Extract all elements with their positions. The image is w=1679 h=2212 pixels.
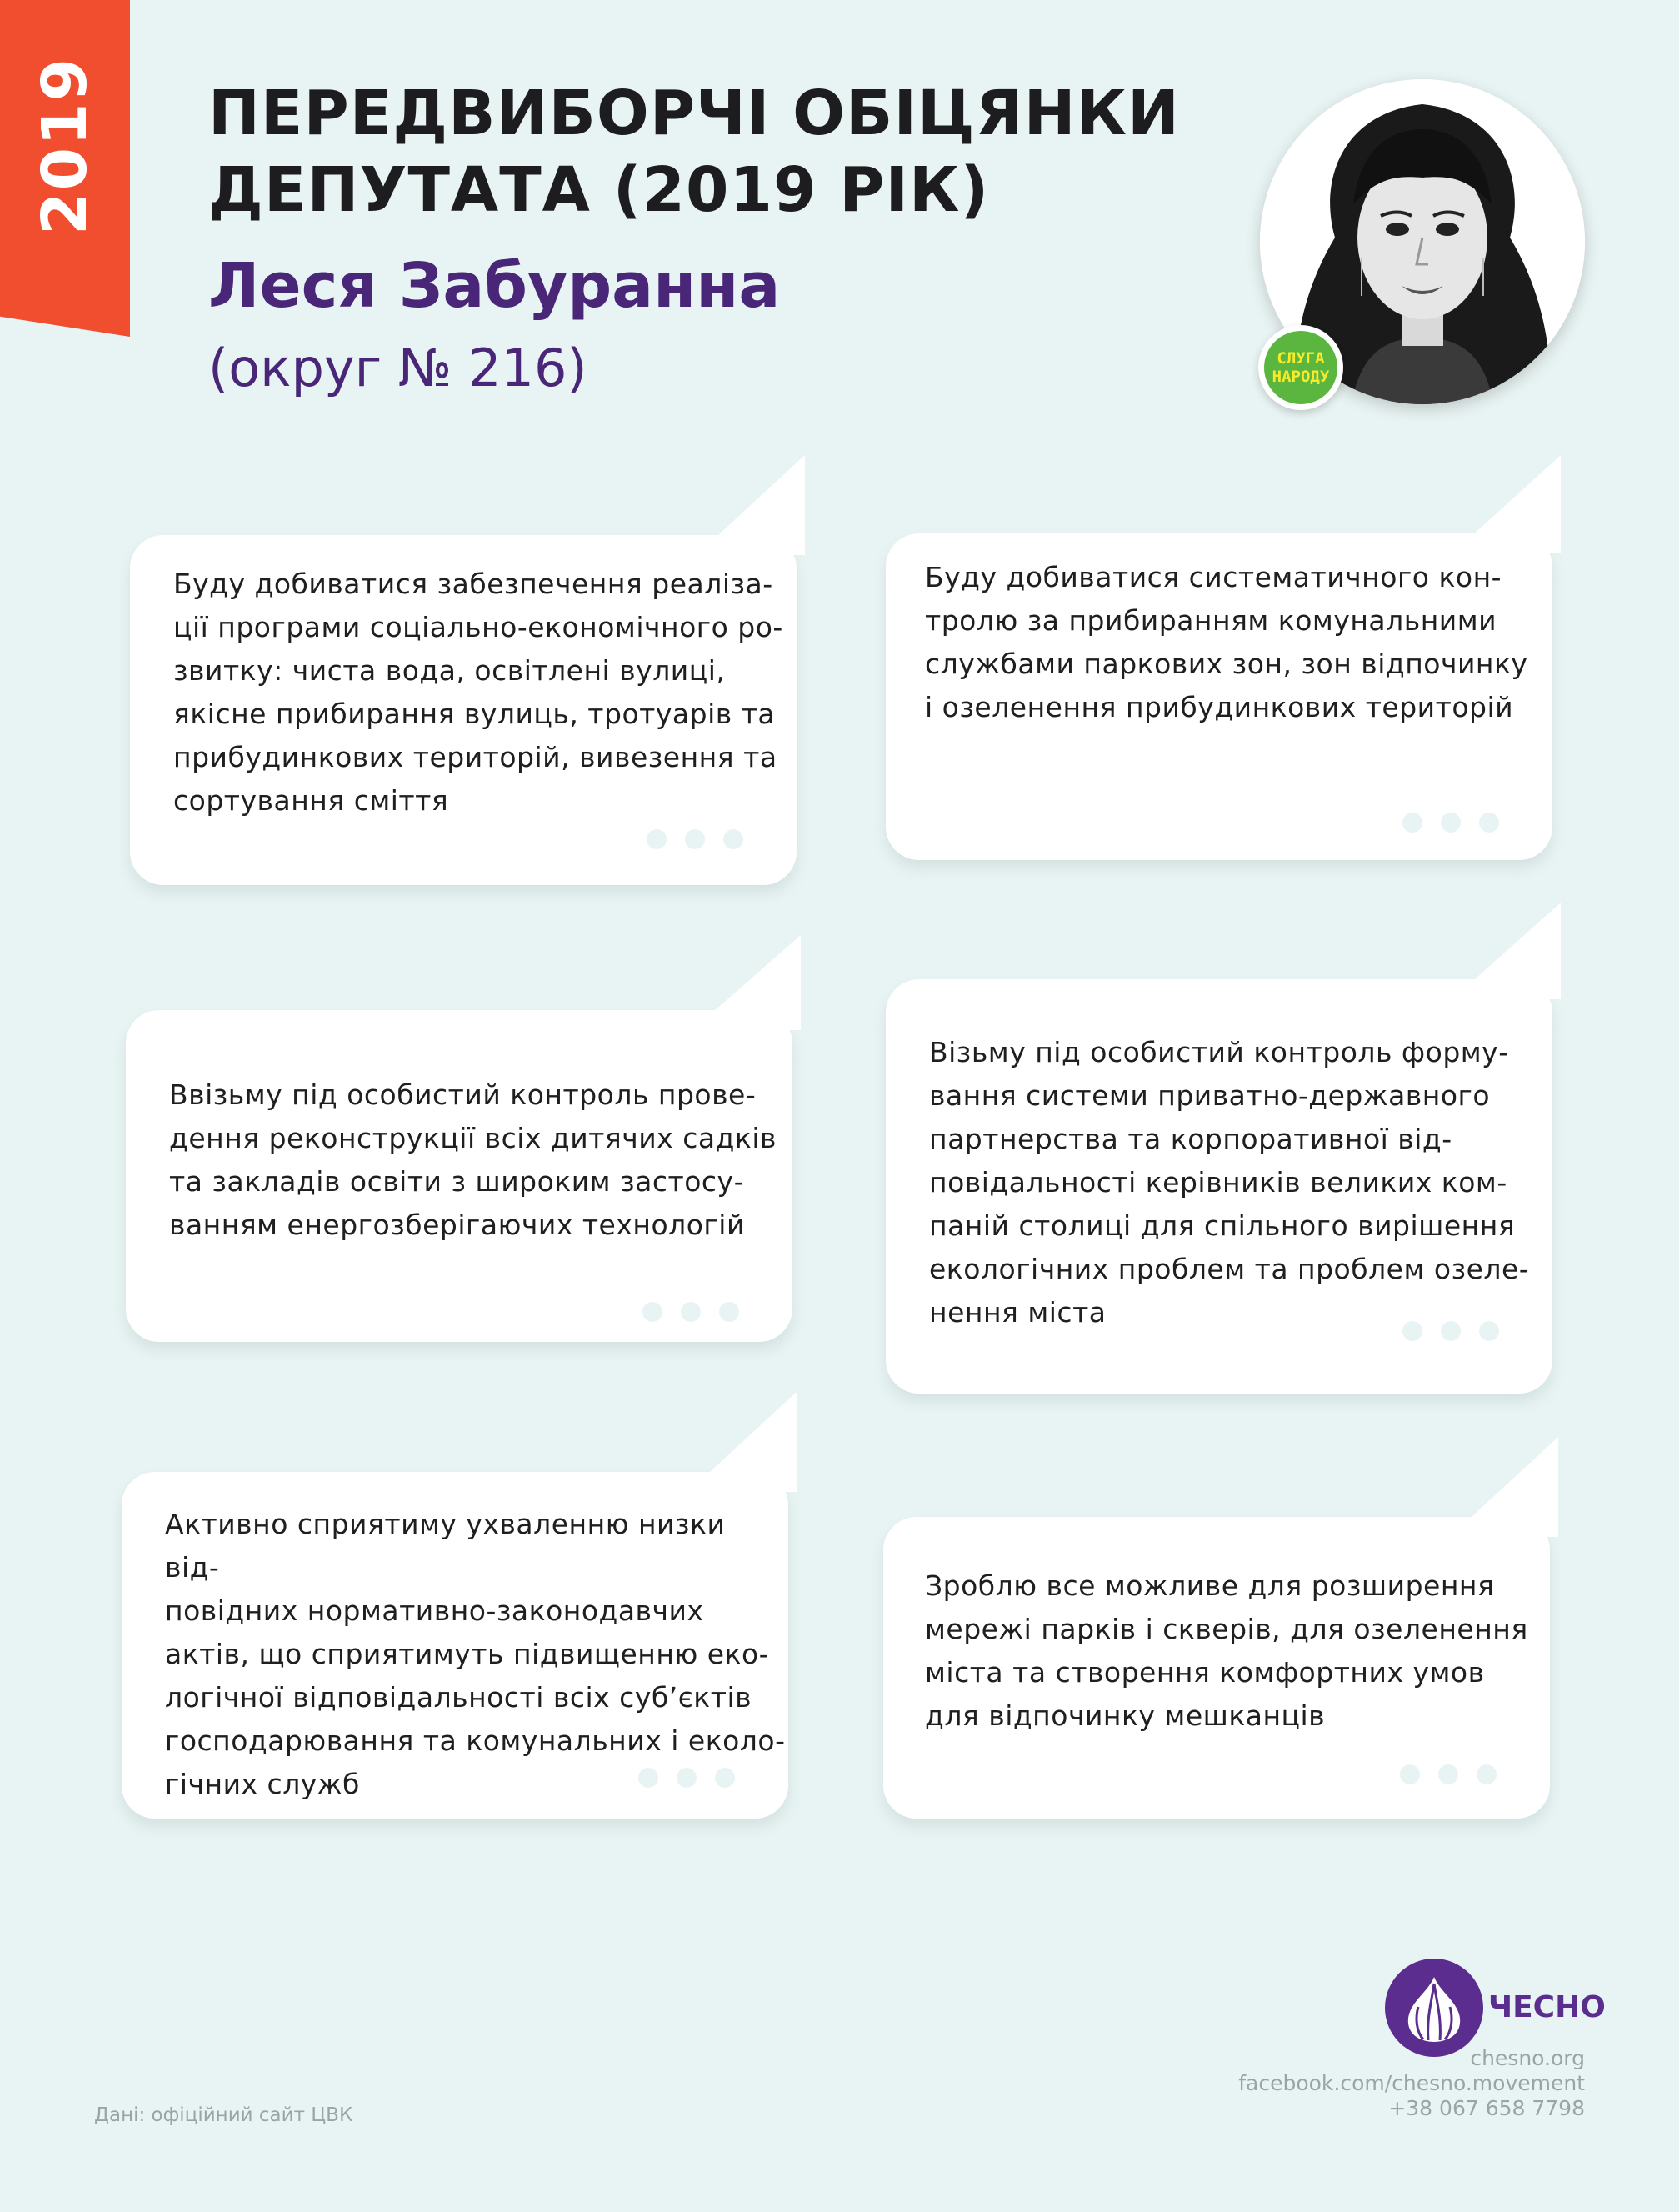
promise-line: повідальності керівників великих ком- [929,1166,1507,1199]
dot [638,1768,658,1788]
dot [1441,813,1461,833]
promise-line: ції програми соціально-економічного ро- [173,611,783,643]
party-logo-line-1: СЛУГА [1277,349,1325,368]
page-title-line-1: ПЕРЕДВИБОРЧІ ОБІЦЯНКИ [208,78,1180,149]
promise-line: прибудинкових територій, вивезення та [173,741,777,773]
dot [1402,1321,1422,1341]
promise-bubble-3 [126,1010,792,1342]
dot [723,829,743,849]
year-ribbon-label: 2019 [29,57,101,235]
promise-line: господарювання та комунальних і еколо- [165,1724,786,1757]
dot [1438,1764,1458,1784]
dot [715,1768,735,1788]
bubble-tail [688,1392,797,1492]
facebook-link[interactable]: facebook.com/chesno.movement [1238,2071,1585,2095]
dot [1402,813,1422,833]
promise-text-1 [173,563,783,823]
dot [1441,1321,1461,1341]
chesno-logo-icon [1385,1959,1483,2057]
promise-line: ванням енергозберігаючих технологій [169,1209,745,1241]
promise-bubble-4 [886,979,1552,1394]
dot [1479,813,1499,833]
promise-bubble-5 [122,1472,788,1819]
promise-bubble-1 [130,535,797,885]
page-title-line-2: ДЕПУТАТА (2019 РІК) [208,154,990,226]
bubble-tail [697,455,805,555]
promise-line: Активно сприятиму ухваленню низки від- [165,1508,726,1584]
phone-number: +38 067 658 7798 [1388,2096,1585,2120]
data-source-note: Дані: офіційний сайт ЦВК [94,2104,353,2126]
promise-line: Ввізьму під особистий контроль прове- [169,1078,757,1111]
dot [719,1302,739,1322]
promise-line: нення міста [929,1296,1107,1329]
promise-text-6 [925,1564,1528,1738]
promise-line: та закладів освіти з широким застосу- [169,1165,744,1198]
promise-line: Буду добиватися систематичного кон- [925,561,1502,593]
chesno-logo-text: ЧЕСНО [1488,1990,1606,2024]
promise-line: гічних служб [165,1768,360,1800]
bubble-tail [692,935,801,1030]
candidate-name: Леся Забуранна [208,250,781,322]
typing-dots [638,1768,735,1788]
promise-line: партнерства та корпоративної від- [929,1123,1452,1155]
typing-dots [1400,1764,1497,1784]
promise-text-5 [165,1503,788,1806]
promise-line: для відпочинку мешканців [925,1699,1326,1732]
promise-line: вання системи приватно-державного [929,1079,1491,1112]
promise-bubble-2 [886,533,1552,860]
promise-line: міста та створення комфортних умов [925,1656,1485,1689]
dot [1400,1764,1420,1784]
bubble-tail [1452,455,1561,553]
dot [642,1302,662,1322]
promise-line: Буду добиватися забезпечення реаліза- [173,568,773,600]
promise-text-3 [169,1073,777,1247]
district-label: (округ № 216) [208,338,587,398]
promise-line: службами паркових зон, зон відпочинку [925,648,1528,680]
promise-line: мережі парків і скверів, для озеленення [925,1613,1528,1645]
promise-line: і озеленення прибудинкових територій [925,691,1514,723]
promise-line: повідних нормативно-законодавчих [165,1594,704,1627]
page-title [208,75,1180,228]
promise-line: екологічних проблем та проблем озеле- [929,1253,1530,1285]
promise-line: паній столиці для спільного вирішення [929,1209,1516,1242]
promise-line: Зроблю все можливе для розширення [925,1569,1495,1602]
promise-bubble-6 [883,1517,1550,1819]
promise-line: якісне прибирання вулиць, тротуарів та [173,698,776,730]
promise-line: логічної відповідальності всіх суб’єктів [165,1681,752,1714]
typing-dots [1402,1321,1499,1341]
promise-line: дення реконструкції всіх дитячих садків [169,1122,777,1154]
dot [1479,1321,1499,1341]
dot [1477,1764,1497,1784]
promise-text-2 [925,556,1527,729]
dot [685,829,705,849]
typing-dots [1402,813,1499,833]
garlic-icon [1385,1959,1483,2057]
party-badge [1258,325,1343,410]
bubble-tail [1450,1437,1558,1537]
typing-dots [642,1302,739,1322]
typing-dots [647,829,743,849]
promise-line: тролю за прибиранням комунальними [925,604,1497,637]
dot [647,829,667,849]
party-logo [1264,331,1337,404]
promise-line: актів, що сприятимуть підвищенню еко- [165,1638,770,1670]
contacts-block [1238,2046,1585,2121]
bubble-tail [1452,903,1561,999]
promise-line: звитку: чиста вода, освітлені вулиці, [173,654,726,687]
dot [681,1302,701,1322]
party-logo-line-2: НАРОДУ [1272,368,1330,386]
promise-line: сортування сміття [173,784,449,817]
website-link[interactable]: chesno.org [1470,2046,1585,2070]
promise-text-4 [929,1031,1529,1334]
promise-line: Візьму під особистий контроль форму- [929,1036,1509,1068]
dot [677,1768,697,1788]
